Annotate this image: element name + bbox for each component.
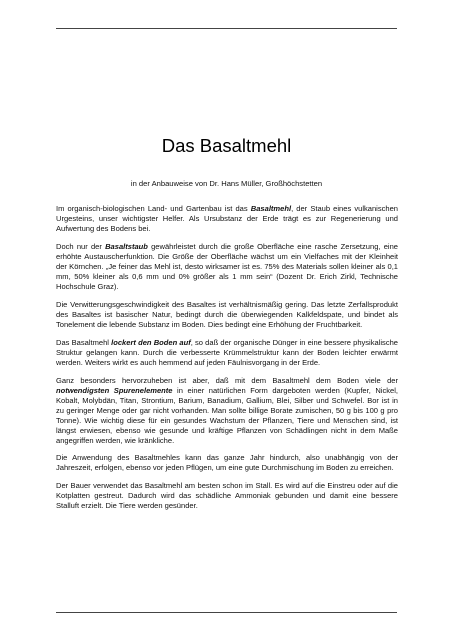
page-title: Das Basaltmehl <box>161 135 292 156</box>
page-subtitle: in der Anbauweise von Dr. Hans Müller, Großhöchstetten <box>130 179 323 188</box>
text-span: , so daß der organische Dünger in eine bessere physikalische Struktur gelangen kann. Durch die verbesserte Krümmelstruktur kann der Boden leichter erwärmt werden. Weiters wirkt es auch hemmend auf jeden Fäulnisvorgang in der Erde. <box>56 337 398 367</box>
text-span: Im organisch-biologischen Land- und Gartenbau ist das <box>56 204 251 213</box>
text-span: , der Staub eines vulkanischen Urgesteins, unser wichtigster Helfer. Als Ursubstanz der Erde trägt es zur Regenerierung und Aufwertung des Bodens bei. <box>56 204 398 233</box>
emphasis-term: notwendigsten Spurenelemente <box>56 385 173 395</box>
text-span: Doch nur der <box>56 241 106 251</box>
text-span: Der Bauer verwendet das Basaltmehl am besten schon im Stall. Es wird auf die Einstreu oder auf die Kotplatten gestreut. Dadurch wird das schädliche Ammoniak gebunden und damit eine bessere Stalluft erzielt. Die Tiere werden gesünder. <box>56 481 398 511</box>
emphasis-term: lockert den Boden auf <box>111 337 191 347</box>
paragraph-3 <box>56 300 398 330</box>
paragraph-5 <box>56 376 398 446</box>
article-body <box>56 204 398 519</box>
paragraph-1 <box>56 204 398 234</box>
footer-rule <box>56 612 397 613</box>
text-span: Das Basaltmehl <box>56 337 112 347</box>
text-span: gewährleistet durch die große Oberfläche eine rasche Zersetzung, eine erhöhte Austauscherfunktion. Die Größe der Oberfläche wächst um ein Vielfaches mit der Kleinheit der Körnchen. „Je feiner das Mehl ist, desto wirksamer ist es. 75% des Materials sollen kleiner als 0,1 mm, 50% kleiner als 0,6 mm und 0% größer als 1 mm sein“ (Dozent Dr. Erich Zirkl, Technische Hochschule Graz). <box>56 241 398 291</box>
header-rule <box>56 28 397 29</box>
text-span: Die Verwitterungsgeschwindigkeit des Basaltes ist verhältnismäßig gering. Das letzte Zerfallsprodukt des Basaltes ist basischer Natur, bedingt durch die überwiegenden Kalkfeldspate, und bindet als Tonelement die lebende Substanz im Boden. Dies bedingt eine Erhöhung der Fruchtbarkeit. <box>56 299 398 329</box>
emphasis-term: Basaltmehl <box>250 204 292 213</box>
paragraph-4 <box>56 338 398 368</box>
text-span: Ganz besonders hervorzuheben ist aber, daß mit dem Basaltmehl dem Boden viele der <box>56 375 398 385</box>
emphasis-term: Basaltstaub <box>105 241 148 251</box>
paragraph-6 <box>56 453 398 473</box>
text-span: in einer natürlichen Form dargeboten werden (Kupfer, Nickel, Kobalt, Molybdän, Titan, Strontium, Barium, Banadium, Gallium, Blei, Silber und Schwefel. Bor ist in zu geringer Menge oder gar nicht vorhanden. Man sollte billige Borate zumischen, 50 g bis 100 g pro Tonne). Wie wichtig diese für ein gesundes Wachstum der Pflanzen, Tiere und Menschen sind, ist längst erwiesen, ebenso wie gesunde und kräftige Pflanzen von Schädlingen nicht in dem Maße angegriffen werden, wie kränkliche. <box>56 385 398 445</box>
paragraph-7 <box>56 481 398 511</box>
paragraph-2 <box>56 242 398 292</box>
text-span: Die Anwendung des Basaltmehles kann das ganze Jahr hindurch, also unabhängig von der Jahreszeit, erfolgen, ebenso vor jeden Pflügen, um eine gute Durchmischung im Boden zu erreichen. <box>56 453 398 473</box>
